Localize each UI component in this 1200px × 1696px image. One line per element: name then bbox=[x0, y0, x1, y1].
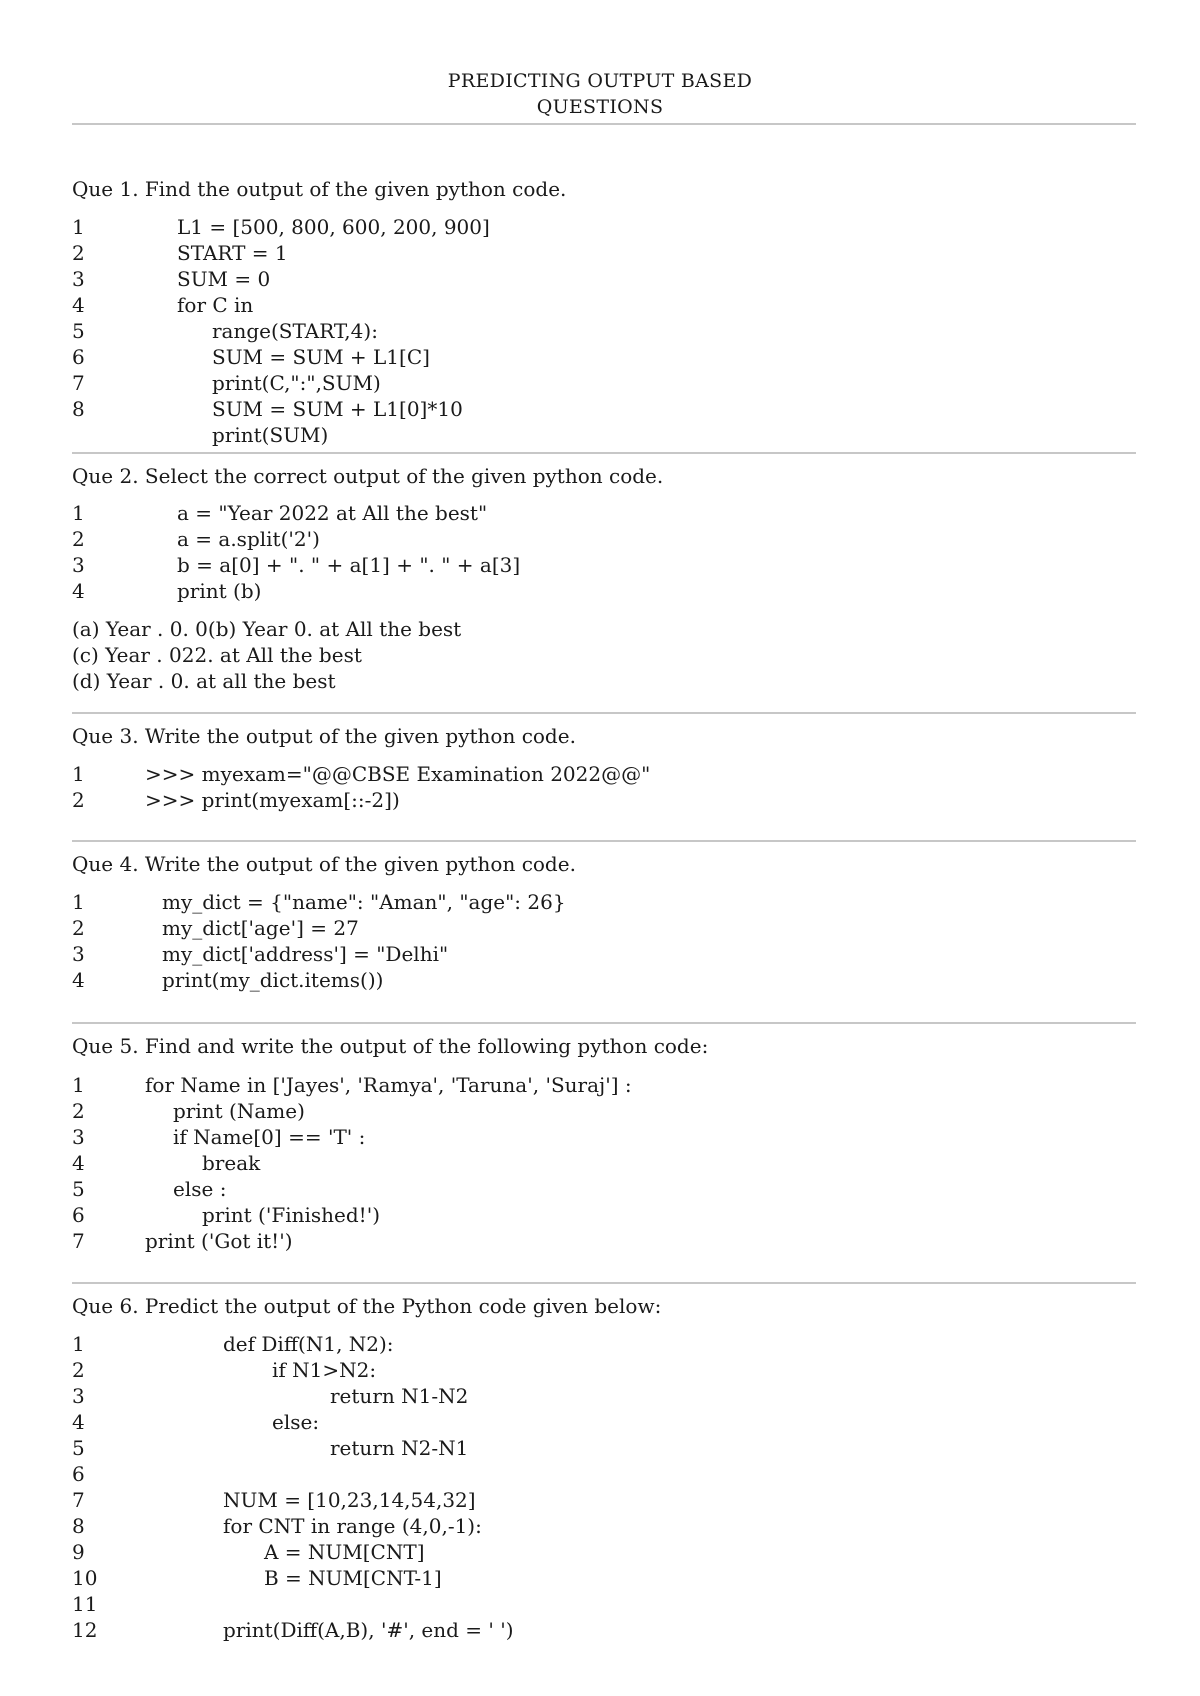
code-line: my_dict['age'] = 27 bbox=[162, 916, 359, 940]
code-line: else : bbox=[173, 1177, 227, 1201]
question-2-prompt: Que 2. Select the correct output of the given python code. bbox=[72, 464, 664, 488]
line-number: 7 bbox=[72, 1488, 85, 1512]
section-divider bbox=[72, 840, 1136, 842]
answer-option: (d) Year . 0. at all the best bbox=[72, 669, 336, 693]
line-number: 6 bbox=[72, 345, 85, 369]
question-4-prompt: Que 4. Write the output of the given python code. bbox=[72, 852, 576, 876]
code-line: b = a[0] + ". " + a[1] + ". " + a[3] bbox=[177, 553, 521, 577]
line-number: 4 bbox=[72, 1151, 85, 1175]
line-number: 2 bbox=[72, 1358, 85, 1382]
code-line: >>> print(myexam[::-2]) bbox=[145, 788, 400, 812]
code-line: for CNT in range (4,0,-1): bbox=[223, 1514, 482, 1538]
line-number: 4 bbox=[72, 1410, 85, 1434]
code-line: A = NUM[CNT] bbox=[264, 1540, 425, 1564]
header-divider bbox=[72, 123, 1136, 125]
code-line: L1 = [500, 800, 600, 200, 900] bbox=[177, 215, 490, 239]
code-line: print ('Got it!') bbox=[145, 1229, 293, 1253]
code-line: def Diff(N1, N2): bbox=[223, 1332, 394, 1356]
line-number: 6 bbox=[72, 1203, 85, 1227]
line-number: 4 bbox=[72, 579, 85, 603]
code-line: SUM = 0 bbox=[177, 267, 271, 291]
code-line: if Name[0] == 'T' : bbox=[173, 1125, 366, 1149]
code-line: for Name in ['Jayes', 'Ramya', 'Taruna', 'Suraj'] : bbox=[145, 1073, 632, 1097]
code-line: for C in bbox=[177, 293, 254, 317]
line-number: 1 bbox=[72, 215, 85, 239]
line-number: 1 bbox=[72, 1332, 85, 1356]
line-number: 4 bbox=[72, 968, 85, 992]
line-number: 8 bbox=[72, 1514, 85, 1538]
line-number: 3 bbox=[72, 1125, 85, 1149]
code-line: print(C,":",SUM) bbox=[212, 371, 381, 395]
line-number: 5 bbox=[72, 1436, 85, 1460]
code-line: if N1>N2: bbox=[272, 1358, 377, 1382]
code-line: SUM = SUM + L1[C] bbox=[212, 345, 430, 369]
code-line: NUM = [10,23,14,54,32] bbox=[223, 1488, 476, 1512]
code-line: a = a.split('2') bbox=[177, 527, 320, 551]
line-number: 8 bbox=[72, 397, 85, 421]
code-line: >>> myexam="@@CBSE Examination 2022@@" bbox=[145, 762, 651, 786]
line-number: 10 bbox=[72, 1566, 98, 1590]
section-divider bbox=[72, 712, 1136, 714]
line-number: 3 bbox=[72, 1384, 85, 1408]
code-line: a = "Year 2022 at All the best" bbox=[177, 501, 488, 525]
page-title-line-1: PREDICTING OUTPUT BASED bbox=[447, 70, 753, 92]
code-line: return N2-N1 bbox=[330, 1436, 469, 1460]
line-number: 2 bbox=[72, 1099, 85, 1123]
code-line: print(my_dict.items()) bbox=[162, 968, 384, 992]
question-6-prompt: Que 6. Predict the output of the Python code given below: bbox=[72, 1294, 662, 1318]
question-3-prompt: Que 3. Write the output of the given python code. bbox=[72, 724, 576, 748]
line-number: 1 bbox=[72, 762, 85, 786]
section-divider bbox=[72, 1282, 1136, 1284]
line-number: 4 bbox=[72, 293, 85, 317]
code-line: my_dict['address'] = "Delhi" bbox=[162, 942, 449, 966]
line-number: 2 bbox=[72, 241, 85, 265]
line-number: 3 bbox=[72, 267, 85, 291]
page-title-line-2: QUESTIONS bbox=[536, 96, 664, 118]
line-number: 1 bbox=[72, 501, 85, 525]
code-line: return N1-N2 bbox=[330, 1384, 469, 1408]
question-1-prompt: Que 1. Find the output of the given python code. bbox=[72, 177, 567, 201]
code-line: print (Name) bbox=[173, 1099, 305, 1123]
question-5-prompt: Que 5. Find and write the output of the following python code: bbox=[72, 1034, 709, 1058]
code-line: range(START,4): bbox=[212, 319, 378, 343]
line-number: 2 bbox=[72, 916, 85, 940]
code-line: SUM = SUM + L1[0]*10 bbox=[212, 397, 463, 421]
line-number: 12 bbox=[72, 1618, 98, 1642]
answer-option: (c) Year . 022. at All the best bbox=[72, 643, 362, 667]
line-number: 9 bbox=[72, 1540, 85, 1564]
section-divider bbox=[72, 1022, 1136, 1024]
line-number: 6 bbox=[72, 1462, 85, 1486]
line-number: 3 bbox=[72, 553, 85, 577]
code-line: break bbox=[202, 1151, 261, 1175]
code-line: START = 1 bbox=[177, 241, 288, 265]
line-number: 2 bbox=[72, 527, 85, 551]
section-divider bbox=[72, 452, 1136, 454]
line-number: 5 bbox=[72, 1177, 85, 1201]
answer-option: (a) Year . 0. 0(b) Year 0. at All the best bbox=[72, 617, 462, 641]
line-number: 7 bbox=[72, 371, 85, 395]
line-number: 3 bbox=[72, 942, 85, 966]
line-number: 11 bbox=[72, 1592, 98, 1616]
code-line: print(Diff(A,B), '#', end = ' ') bbox=[223, 1618, 514, 1642]
code-line: print (b) bbox=[177, 579, 262, 603]
line-number: 5 bbox=[72, 319, 85, 343]
code-line: my_dict = {"name": "Aman", "age": 26} bbox=[162, 890, 566, 914]
line-number: 1 bbox=[72, 1073, 85, 1097]
line-number: 7 bbox=[72, 1229, 85, 1253]
line-number: 1 bbox=[72, 890, 85, 914]
code-line: print(SUM) bbox=[212, 423, 329, 447]
code-line: print ('Finished!') bbox=[202, 1203, 381, 1227]
code-line: else: bbox=[272, 1410, 320, 1434]
line-number: 2 bbox=[72, 788, 85, 812]
code-line: B = NUM[CNT-1] bbox=[264, 1566, 442, 1590]
